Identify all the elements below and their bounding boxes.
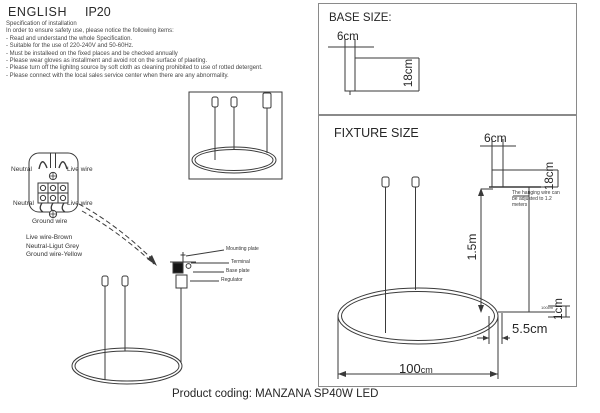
dashed-pointer-arrowhead — [147, 255, 157, 266]
mounting-plate-label: Mounting plate — [226, 246, 259, 252]
neutral-mid-label: Neutral — [13, 200, 34, 207]
dashed-pointer — [79, 204, 154, 264]
legend-neutral: Neutral-Ligut Grey — [26, 242, 80, 250]
spec-item: - Suitable for the use of 220-240V and 50-60Hz. — [6, 43, 134, 50]
base-size-title: BASE SIZE: — [329, 12, 392, 24]
product-coding: Product coding: MANZANA SP40W LED — [172, 388, 379, 400]
diameter-unit: cm — [420, 365, 433, 375]
spec-title: Specification of installation — [6, 21, 77, 27]
legend-ground: Ground wire-Yellow — [26, 251, 83, 259]
spec-item: - Please turn off the lighitng source by soft cloth as cleaning prohibited to use of rotted detergent. — [6, 65, 263, 72]
ring-height-dim: 5.5cm — [512, 321, 548, 336]
spec-item: - Read and understand the whole Specification. — [6, 35, 133, 42]
live-wire-mid-label: Live wire — [67, 200, 93, 207]
spec-item: - Please wear gloves as installment and avoid rot on the surface of plaeting. — [6, 58, 208, 65]
stem-height-dim: 18cm — [544, 161, 556, 191]
terminal-label: Terminal — [231, 259, 250, 265]
legend-live: Live wire-Brown — [26, 234, 73, 241]
regulator-label: Regulator — [221, 277, 243, 283]
wire-color-legend — [26, 234, 82, 260]
base-height-dim: 18cm — [403, 58, 415, 88]
tiny-diameter-label: 100cm — [541, 305, 554, 310]
stem-width-dim: 6cm — [484, 131, 507, 145]
fixture-size-drawing — [338, 139, 570, 379]
spec-item: - Please connect with the local sales service center when there are any abnormality. — [6, 72, 229, 79]
diameter-value: 100 — [399, 361, 421, 376]
live-wire-top-label: Live wire — [67, 166, 93, 173]
specification-block — [6, 21, 263, 80]
pendant-overview-drawing — [189, 92, 282, 179]
tube-dim: 1cm — [553, 298, 565, 320]
terminal-diagram — [29, 153, 78, 218]
fixture-size-title: FIXTURE SIZE — [334, 126, 419, 140]
base-width-dim: 6cm — [337, 31, 359, 43]
ground-wire-label: Ground wire — [32, 218, 68, 225]
mounting-detail-drawing — [170, 250, 229, 363]
spec-item: - Must be installeed on the fixed places and be checked annually — [6, 50, 178, 57]
neutral-top-label: Neutral — [11, 166, 32, 173]
base-plate-label: Base plate — [226, 268, 250, 274]
language-label: ENGLISH — [8, 5, 68, 19]
spec-intro: In order to ensure safety use, please notice the following items: — [6, 28, 174, 35]
wire-length-dim: 1.5m — [465, 233, 479, 261]
diameter-dim — [399, 360, 433, 378]
wire-adjust-note: The hanging wire can be adjusted to 1.2 meters — [512, 190, 560, 208]
pendant-large-drawing — [72, 276, 182, 384]
ip-rating-label: IP20 — [85, 5, 111, 19]
